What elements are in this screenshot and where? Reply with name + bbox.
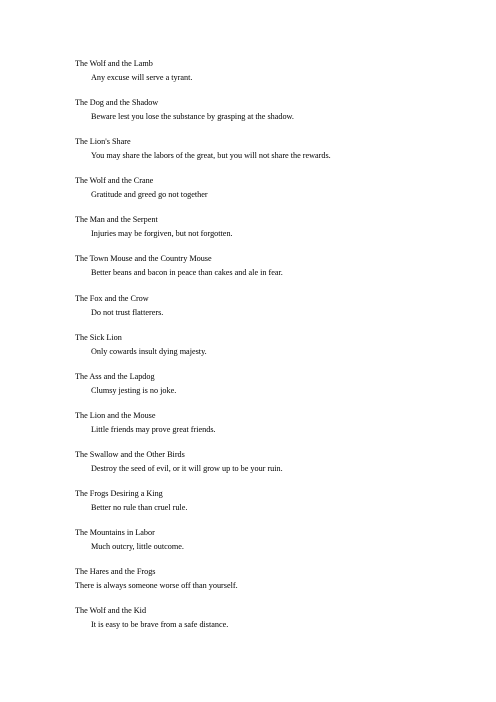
fable-moral: Destroy the seed of evil, or it will grow up to be your ruin. (91, 463, 283, 473)
fable-entry (75, 606, 485, 631)
fable-entry (75, 294, 485, 319)
fable-title: The Lion and the Mouse (75, 410, 156, 420)
fable-title: The Sick Lion (75, 332, 122, 342)
fable-moral: Only cowards insult dying majesty. (91, 346, 207, 356)
fable-moral: Injuries may be forgiven, but not forgotten. (91, 229, 233, 239)
fable-title: The Lion's Share (75, 137, 131, 147)
fable-moral: Clumsy jesting is no joke. (91, 385, 177, 395)
fable-moral: It is easy to be brave from a safe distance. (91, 620, 229, 630)
fable-title: The Wolf and the Kid (75, 606, 147, 616)
fable-entry (75, 254, 485, 279)
fable-title: The Frogs Desiring a King (75, 489, 163, 499)
fable-entry (75, 411, 485, 436)
fable-entry (75, 567, 485, 592)
fable-entry (75, 450, 485, 475)
fable-moral: Beware lest you lose the substance by grasping at the shadow. (91, 112, 294, 122)
fable-moral: Much outcry, little outcome. (91, 542, 184, 552)
fable-title: The Town Mouse and the Country Mouse (75, 254, 212, 264)
fable-entry (75, 176, 485, 201)
fable-moral: Do not trust flatterers. (91, 307, 164, 317)
fable-entry (75, 372, 485, 397)
fable-entry (75, 215, 485, 240)
fable-entry (75, 137, 485, 162)
fable-entry (75, 333, 485, 358)
fable-moral: You may share the labors of the great, but you will not share the rewards. (91, 151, 331, 161)
fable-title: The Man and the Serpent (75, 215, 158, 225)
fable-entry (75, 98, 485, 123)
fable-title: The Dog and the Shadow (75, 98, 159, 108)
fable-title: The Mountains in Labor (75, 528, 155, 538)
fable-title: The Swallow and the Other Birds (75, 449, 185, 459)
fable-entry (75, 59, 485, 84)
fable-title: The Hares and the Frogs (75, 567, 156, 577)
fable-entry (75, 489, 485, 514)
fable-moral: Better beans and bacon in peace than cakes and ale in fear. (91, 268, 283, 278)
fable-moral: There is always someone worse off than yourself. (75, 581, 238, 591)
fable-moral: Better no rule than cruel rule. (91, 503, 188, 513)
fable-moral: Gratitude and greed go not together (91, 190, 208, 200)
fable-title: The Wolf and the Lamb (75, 59, 153, 68)
fable-entry (75, 528, 485, 553)
fable-title: The Ass and the Lapdog (75, 371, 155, 381)
fable-moral: Little friends may prove great friends. (91, 424, 216, 434)
fable-title: The Fox and the Crow (75, 293, 149, 303)
fable-moral: Any excuse will serve a tyrant. (91, 73, 193, 82)
fable-list (75, 59, 485, 645)
fable-title: The Wolf and the Crane (75, 176, 154, 186)
